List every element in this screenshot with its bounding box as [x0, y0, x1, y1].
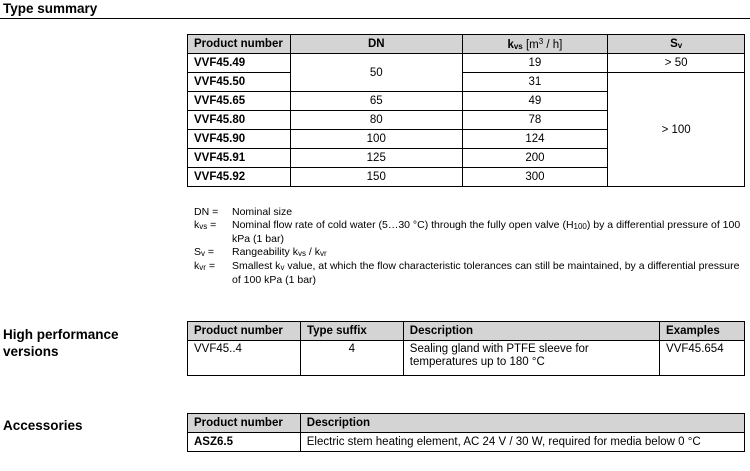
table-row [188, 341, 745, 376]
type-summary-table [187, 34, 745, 187]
high-performance-title: High performance versions [3, 327, 119, 359]
dn-cell: 125 [290, 149, 462, 168]
kvs-cell: 49 [462, 92, 608, 111]
dn-cell: 80 [290, 111, 462, 130]
dn-cell: 100 [290, 130, 462, 149]
examples-cell: VVF45.654 [660, 341, 745, 376]
table-row [188, 433, 745, 452]
note-text: Rangeability $k_{vs} / k_{vr}$ [232, 246, 327, 258]
col-sv: $S_v$ [608, 35, 745, 54]
table-row [188, 73, 745, 92]
note-item [194, 246, 742, 260]
col-dn: DN [290, 35, 462, 54]
col-type-suffix: Type suffix [300, 322, 403, 341]
col-description: Description [300, 414, 744, 433]
kvs-cell: 19 [462, 54, 608, 73]
product-cell: VVF45.92 [188, 168, 291, 187]
table-header-row [188, 35, 745, 54]
col-product-number: Product number [188, 414, 301, 433]
kvs-cell: 200 [462, 149, 608, 168]
note-text: Nominal flow rate of cold water (5…30 °C) through the fully open valve $(H_{100})$ by a differential pressure of 100 kPa (1 bar) [232, 219, 741, 245]
accessories-title: Accessories [3, 418, 83, 433]
note-text: Nominal size [232, 206, 293, 218]
product-cell: ASZ6.5 [188, 433, 301, 452]
dn-merged-cell: 50 [290, 54, 462, 92]
note-text: Smallest $k_v$ value, at which the flow characteristic tolerances can still be maintained, by a differential pressure of 100 kPa (1 bar) [232, 260, 740, 286]
dn-cell: 65 [290, 92, 462, 111]
title-divider [0, 18, 750, 19]
accessories-table [187, 413, 745, 452]
note-item [194, 219, 742, 246]
col-product-number: Product number [188, 35, 291, 54]
dn-cell: 150 [290, 168, 462, 187]
description-cell: Sealing gland with PTFE sleeve for temperatures up to 180 °C [403, 341, 659, 376]
product-cell: VVF45..4 [188, 341, 301, 376]
note-item [194, 260, 742, 287]
sv-merged-cell: > 100 [608, 73, 745, 187]
table-header-row [188, 414, 745, 433]
table-row [188, 54, 745, 73]
product-cell: VVF45.65 [188, 92, 291, 111]
col-examples: Examples [660, 322, 745, 341]
product-cell: VVF45.91 [188, 149, 291, 168]
note-key: DN = [194, 206, 219, 218]
product-cell: VVF45.80 [188, 111, 291, 130]
note-key: $k_{vs}$ = [194, 219, 217, 231]
kvs-cell: 78 [462, 111, 608, 130]
description-cell: Electric stem heating element, AC 24 V / 30 W, required for media below 0 °C [300, 433, 744, 452]
product-cell: VVF45.90 [188, 130, 291, 149]
product-cell: VVF45.49 [188, 54, 291, 73]
product-cell: VVF45.50 [188, 73, 291, 92]
legend-notes [194, 206, 742, 287]
note-key: $S_v$ = [194, 246, 215, 258]
col-product-number: Product number [188, 322, 301, 341]
kvs-cell: 31 [462, 73, 608, 92]
note-item [194, 206, 742, 219]
col-kvs: $k_{vs}$ $[m^3 / h]$ [462, 35, 608, 54]
kvs-cell: 124 [462, 130, 608, 149]
type-summary-title: Type summary [3, 1, 98, 16]
note-key: $k_{vr}$ = [194, 260, 215, 272]
kvs-cell: 300 [462, 168, 608, 187]
col-description: Description [403, 322, 659, 341]
sv-cell: > 50 [608, 54, 745, 73]
table-header-row [188, 322, 745, 341]
high-performance-table [187, 321, 745, 376]
suffix-cell: 4 [300, 341, 403, 376]
